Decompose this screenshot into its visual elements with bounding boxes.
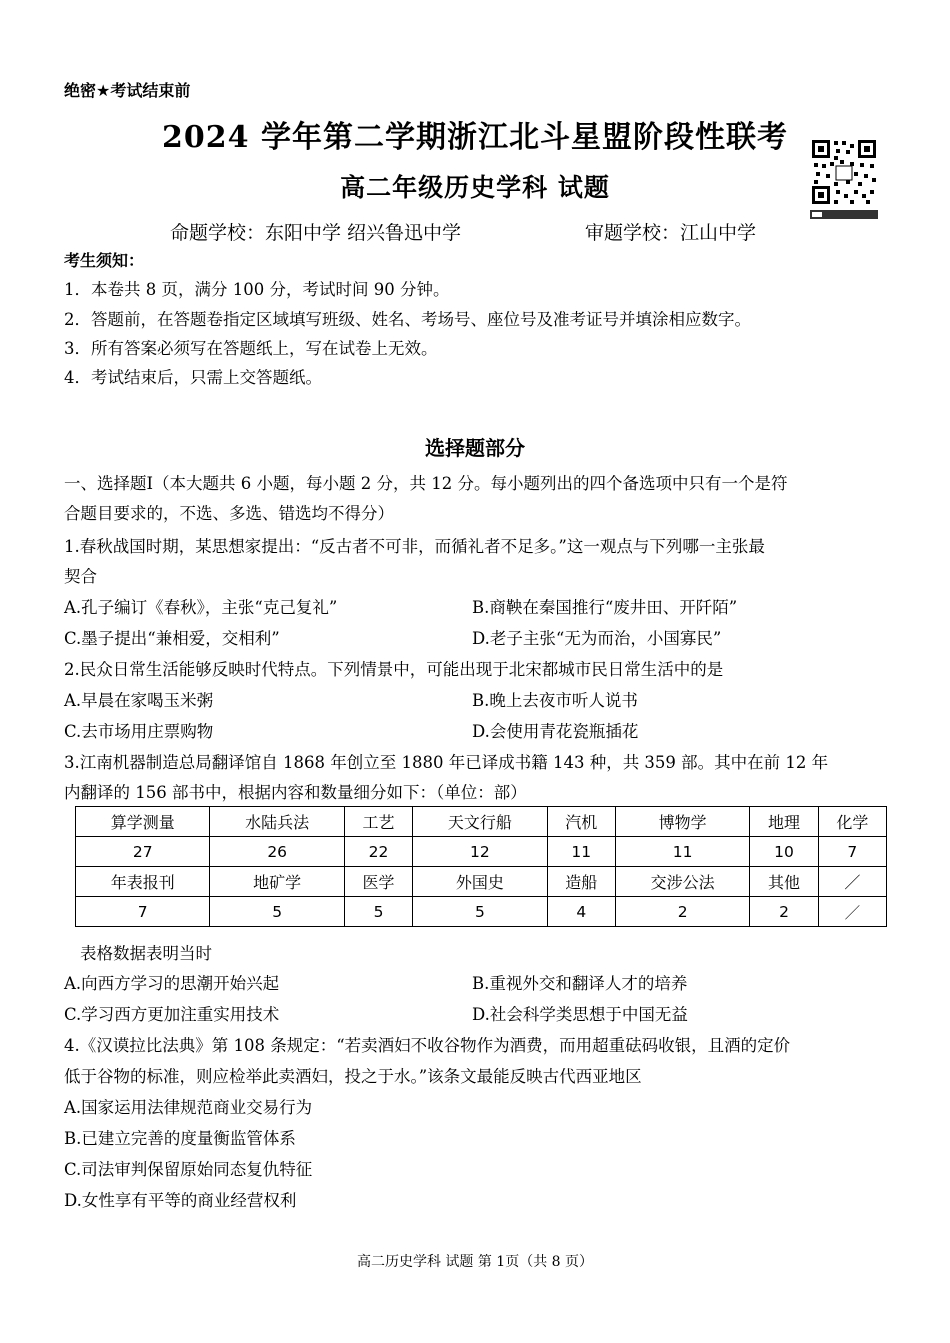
table-cell: 其他 bbox=[750, 867, 818, 897]
q4-stem: 4.《汉谟拉比法典》第 108 条规定：“若卖酒妇不收谷物作为酒费，而用超重砝码收银，且酒的定价 bbox=[64, 1036, 791, 1055]
table-cell: 27 bbox=[76, 837, 210, 867]
q3-after-table: 表格数据表明当时 bbox=[80, 944, 212, 963]
table-cell: 化学 bbox=[818, 807, 886, 837]
table-cell: 工艺 bbox=[344, 807, 412, 837]
q3-option-a: A.向西方学习的思潮开始兴起 bbox=[64, 974, 280, 993]
table-cell: 22 bbox=[344, 837, 412, 867]
table-cell: 7 bbox=[818, 837, 886, 867]
section-heading: 选择题部分 bbox=[425, 436, 525, 460]
table-cell: 5 bbox=[344, 897, 412, 927]
q3-stem: 3.江南机器制造总局翻译馆自 1868 年创立至 1880 年已译成书籍 143 种，共 359 部。其中在前 12 年 bbox=[64, 753, 829, 772]
q4-option-c: C.司法审判保留原始同态复仇特征 bbox=[64, 1160, 313, 1179]
reviewer-school: 审题学校：江山中学 bbox=[585, 222, 757, 244]
q1-option-b: B.商鞅在秦国推行“废井田、开阡陌” bbox=[472, 598, 738, 617]
q4-option-b: B.已建立完善的度量衡监管体系 bbox=[64, 1129, 296, 1148]
exam-title: 2024 学年第二学期浙江北斗星盟阶段性联考 bbox=[162, 120, 788, 155]
q4-option-a: A.国家运用法律规范商业交易行为 bbox=[64, 1098, 313, 1117]
q2-option-c: C.去市场用庄票购物 bbox=[64, 722, 214, 741]
table-cell: 地理 bbox=[750, 807, 818, 837]
table-cell: ／ bbox=[818, 867, 886, 897]
table-cell: 医学 bbox=[344, 867, 412, 897]
table-cell: 地矿学 bbox=[210, 867, 344, 897]
table-row-labels-2 bbox=[76, 867, 887, 897]
table-cell: 天文行船 bbox=[413, 807, 547, 837]
setter-schools: 命题学校：东阳中学 绍兴鲁迅中学 bbox=[170, 222, 462, 244]
page-footer: 高二历史学科 试题 第 1页（共 8 页） bbox=[356, 1254, 594, 1270]
table-cell: 外国史 bbox=[413, 867, 547, 897]
table-cell: 11 bbox=[547, 837, 615, 867]
q2-option-d: D.会使用青花瓷瓶插花 bbox=[472, 722, 639, 741]
notice-heading: 考生须知： bbox=[64, 251, 145, 270]
table-cell: 2 bbox=[615, 897, 749, 927]
qr-code-icon bbox=[810, 138, 878, 220]
table-cell: 算学测量 bbox=[76, 807, 210, 837]
q3-option-c: C.学习西方更加注重实用技术 bbox=[64, 1005, 280, 1024]
table-cell: 12 bbox=[413, 837, 547, 867]
notice-item: 1．本卷共 8 页，满分 100 分，考试时间 90 分钟。 bbox=[64, 280, 450, 299]
table-cell: 26 bbox=[210, 837, 344, 867]
q1-stem-cont: 契合 bbox=[64, 567, 97, 586]
table-cell: 11 bbox=[615, 837, 749, 867]
q1-option-c: C.墨子提出“兼相爱，交相利” bbox=[64, 629, 280, 648]
q1-option-d: D.老子主张“无为而治，小国寡民” bbox=[472, 629, 722, 648]
table-cell: 2 bbox=[750, 897, 818, 927]
notice-item: 2．答题前，在答题卷指定区域填写班级、姓名、考场号、座位号及准考证号并填涂相应数字。 bbox=[64, 310, 751, 329]
q4-option-d: D.女性享有平等的商业经营权利 bbox=[64, 1191, 297, 1210]
table-cell: 交涉公法 bbox=[615, 867, 749, 897]
q2-stem: 2.民众日常生活能够反映时代特点。下列情景中，可能出现于北宋都城市民日常生活中的是 bbox=[64, 660, 724, 679]
notice-item: 3．所有答案必须写在答题纸上，写在试卷上无效。 bbox=[64, 339, 438, 358]
table-cell: 汽机 bbox=[547, 807, 615, 837]
q4-stem-cont: 低于谷物的标准，则应检举此卖酒妇，投之于水。”该条文最能反映古代西亚地区 bbox=[64, 1067, 642, 1086]
table-cell: 造船 bbox=[547, 867, 615, 897]
notice-item: 4．考试结束后，只需上交答题纸。 bbox=[64, 368, 322, 387]
table-cell: 5 bbox=[413, 897, 547, 927]
q3-option-d: D.社会科学类思想于中国无益 bbox=[472, 1005, 688, 1024]
q2-option-a: A.早晨在家喝玉米粥 bbox=[64, 691, 214, 710]
q3-option-b: B.重视外交和翻译人才的培养 bbox=[472, 974, 688, 993]
q1-option-a: A.孔子编订《春秋》，主张“克己复礼” bbox=[64, 598, 338, 617]
table-row-labels-1 bbox=[76, 807, 887, 837]
table-cell: 5 bbox=[210, 897, 344, 927]
table-cell: 10 bbox=[750, 837, 818, 867]
table-cell: 7 bbox=[76, 897, 210, 927]
q1-stem: 1.春秋战国时期，某思想家提出：“反古者不可非，而循礼者不足多。”这一观点与下列哪一主张最 bbox=[64, 537, 765, 556]
exam-subtitle: 高二年级历史学科 试题 bbox=[340, 173, 610, 202]
translation-stats-table bbox=[75, 806, 887, 927]
table-cell: ／ bbox=[818, 897, 886, 927]
table-row-values-2 bbox=[76, 897, 887, 927]
confidential-label: 绝密★考试结束前 bbox=[64, 81, 191, 100]
section-intro-cont: 合题目要求的，不选、多选、错选均不得分） bbox=[64, 504, 394, 523]
q2-option-b: B.晚上去夜市听人说书 bbox=[472, 691, 638, 710]
table-cell: 水陆兵法 bbox=[210, 807, 344, 837]
table-row-values-1 bbox=[76, 837, 887, 867]
table-cell: 年表报刊 bbox=[76, 867, 210, 897]
table-cell: 4 bbox=[547, 897, 615, 927]
table-cell: 博物学 bbox=[615, 807, 749, 837]
q3-stem-cont: 内翻译的 156 部书中，根据内容和数量细分如下：（单位：部） bbox=[64, 783, 527, 802]
section-intro: 一、选择题Ⅰ（本大题共 6 小题，每小题 2 分，共 12 分。每小题列出的四个备选项中只有一个是符 bbox=[64, 474, 788, 493]
